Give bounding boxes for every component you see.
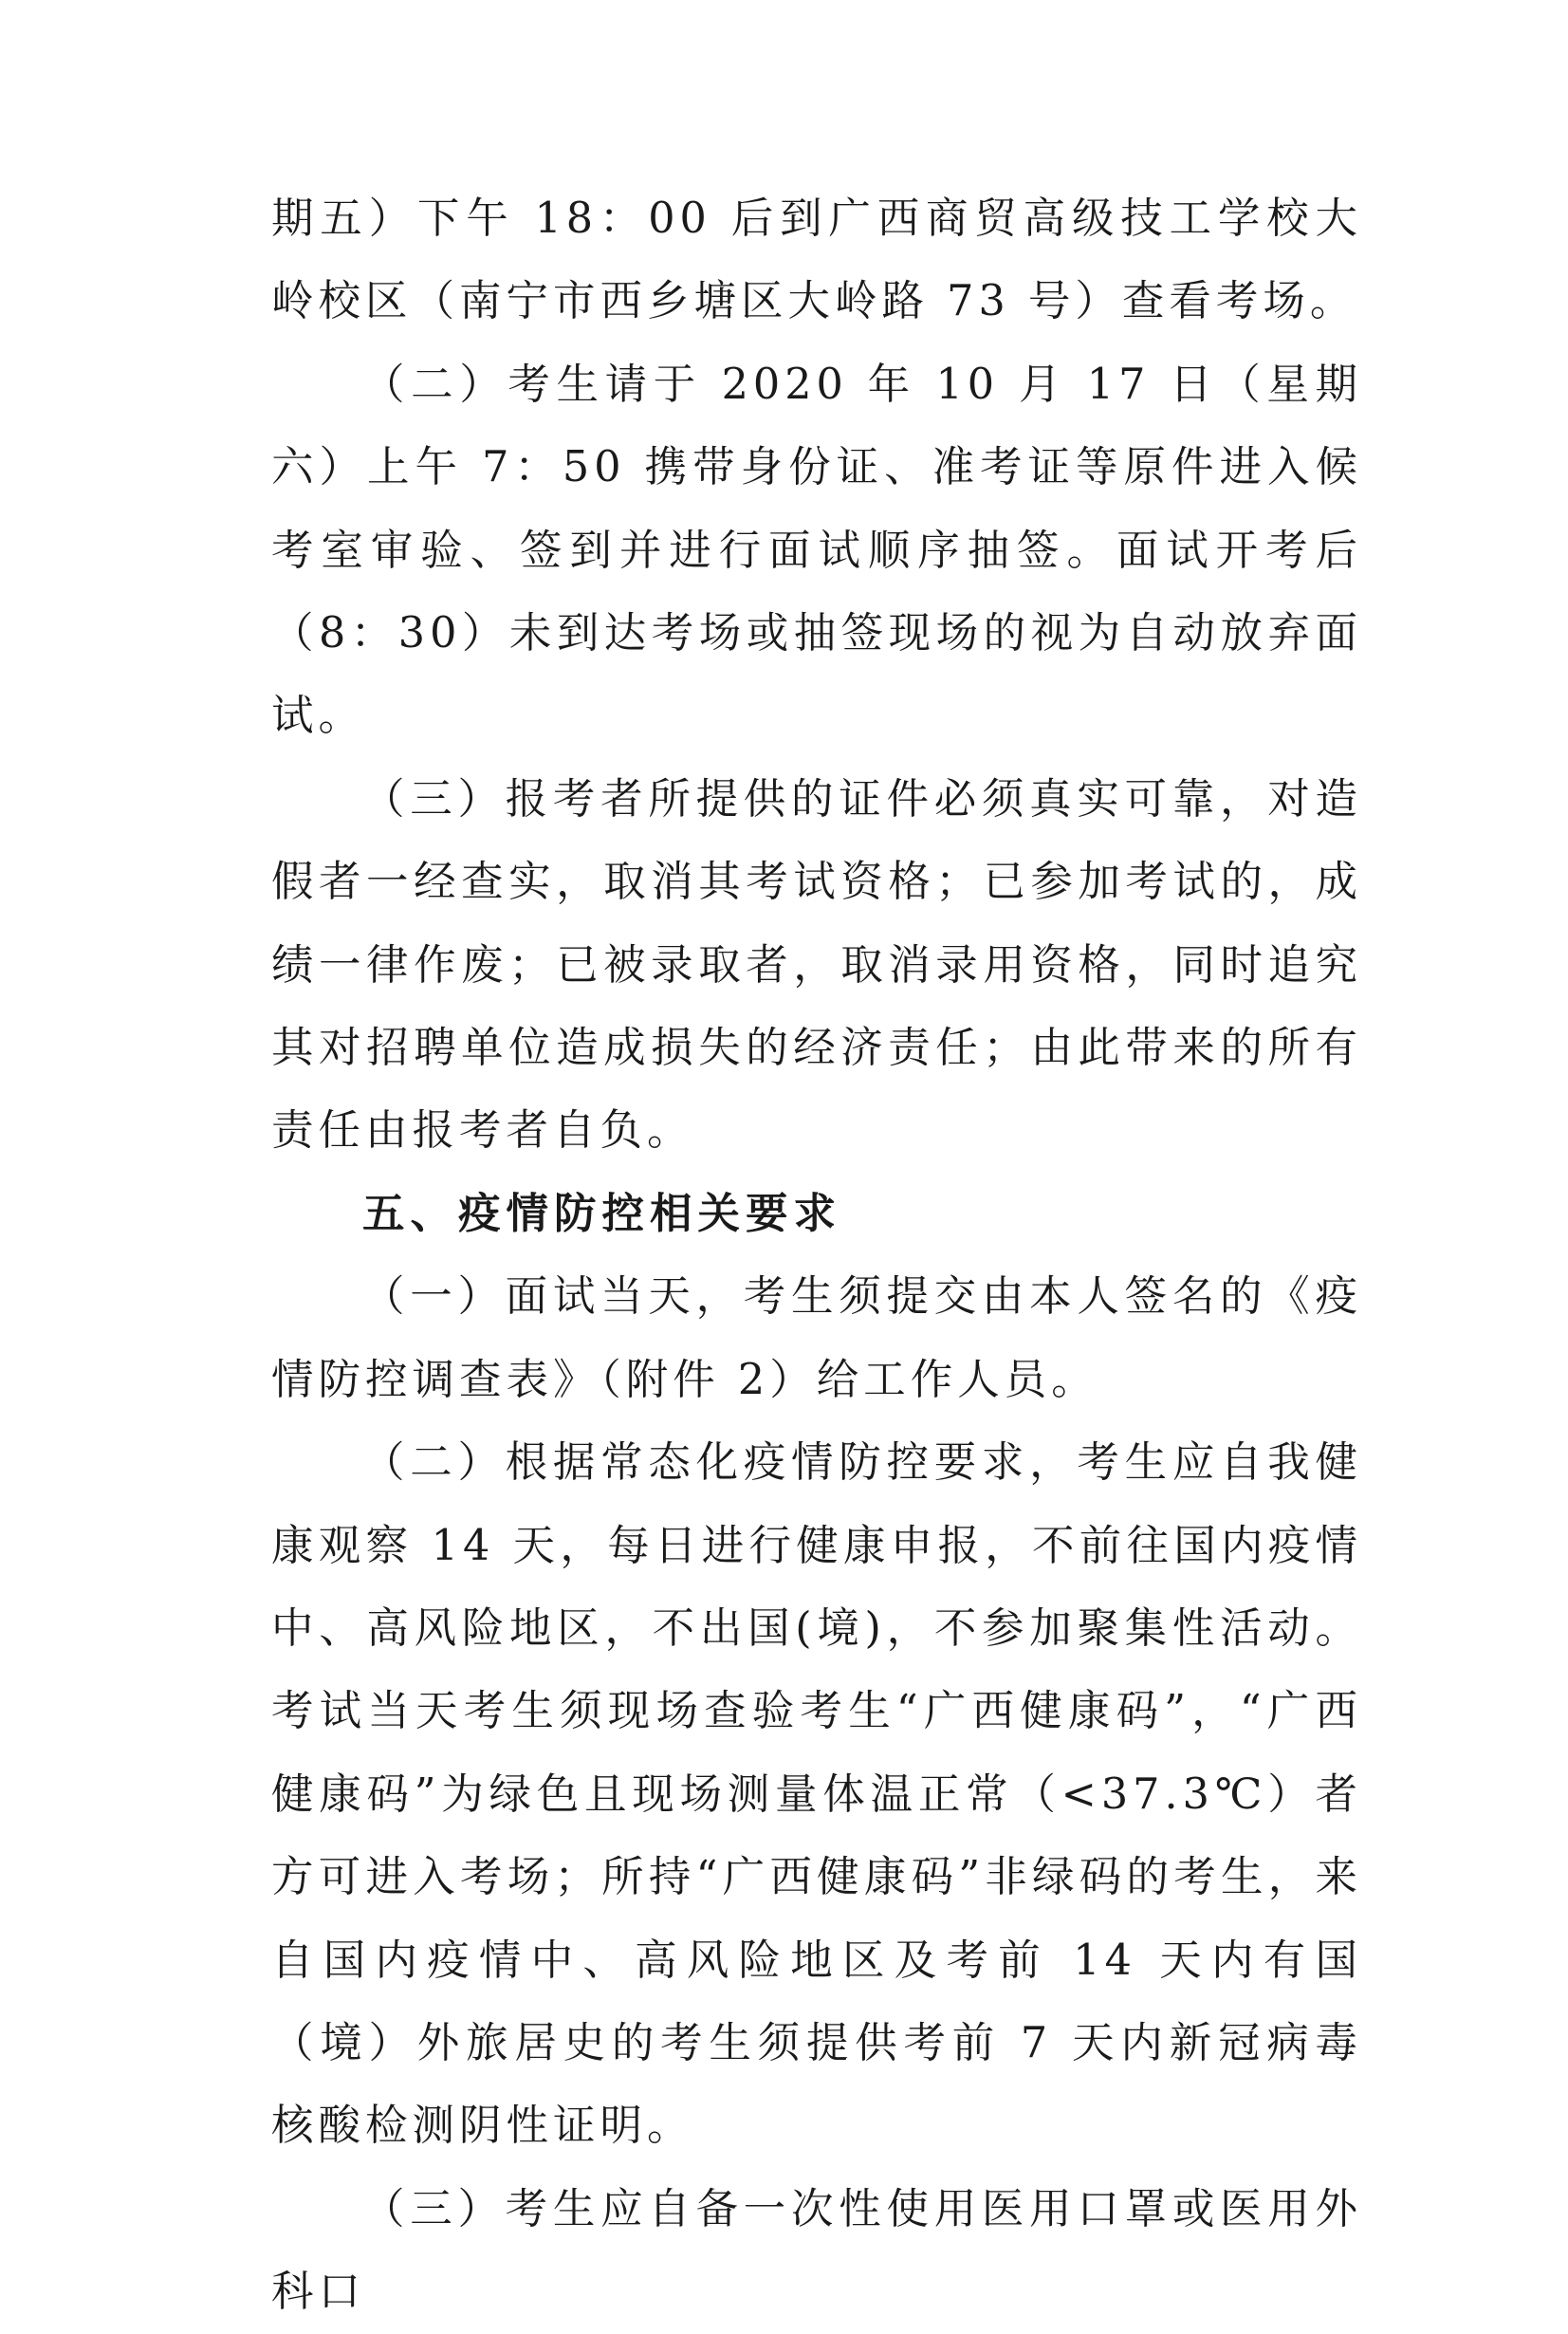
paragraph-document-authenticity: （三）报考者所提供的证件必须真实可靠，对造假者一经查实，取消其考试资格；已参加考试的，成绩一律作废；已被录取者，取消录用资格，同时追究其对招聘单位造成损失的经济责任；由此带来的所有责任由报考者自负。	[271, 774, 1362, 1156]
paragraph-exam-venue-continuation: 期五）下午 18：00 后到广西商贸高级技工学校大岭校区（南宁市西乡塘区大岭路 73 号）查看考场。	[271, 194, 1362, 326]
document-body	[271, 177, 1362, 2334]
section-heading-epidemic-control: 五、疫情防控相关要求	[362, 1189, 842, 1238]
paragraph-mask-requirement: （三）考生应自备一次性使用医用口罩或医用外科口	[271, 2184, 1362, 2317]
paragraph-check-in-requirements: （二）考生请于 2020 年 10 月 17 日（星期六）上午 7：50 携带身份证、准考证等原件进入候考室审验、签到并进行面试顺序抽签。面试开考后（8：30）未到达考场或抽签现场的视为自动放弃面试。	[271, 360, 1362, 741]
paragraph-health-code: （二）根据常态化疫情防控要求，考生应自我健康观察 14 天，每日进行健康申报，不前往国内疫情中、高风险地区，不出国(境)，不参加聚集性活动。考试当天考生须现场查验考生“广西健康码”，“广西健康码”为绿色且现场测量体温正常（<37.3℃）者方可进入考场；所持“广西健康码”非绿码的考生，来自国内疫情中、高风险地区及考前 14 天内有国（境）外旅居史的考生须提供考前 7 天内新冠病毒核酸检测阴性证明。	[271, 1438, 1362, 2151]
paragraph-survey-form: （一）面试当天，考生须提交由本人签名的《疫情防控调查表》（附件 2）给工作人员。	[271, 1272, 1362, 1404]
